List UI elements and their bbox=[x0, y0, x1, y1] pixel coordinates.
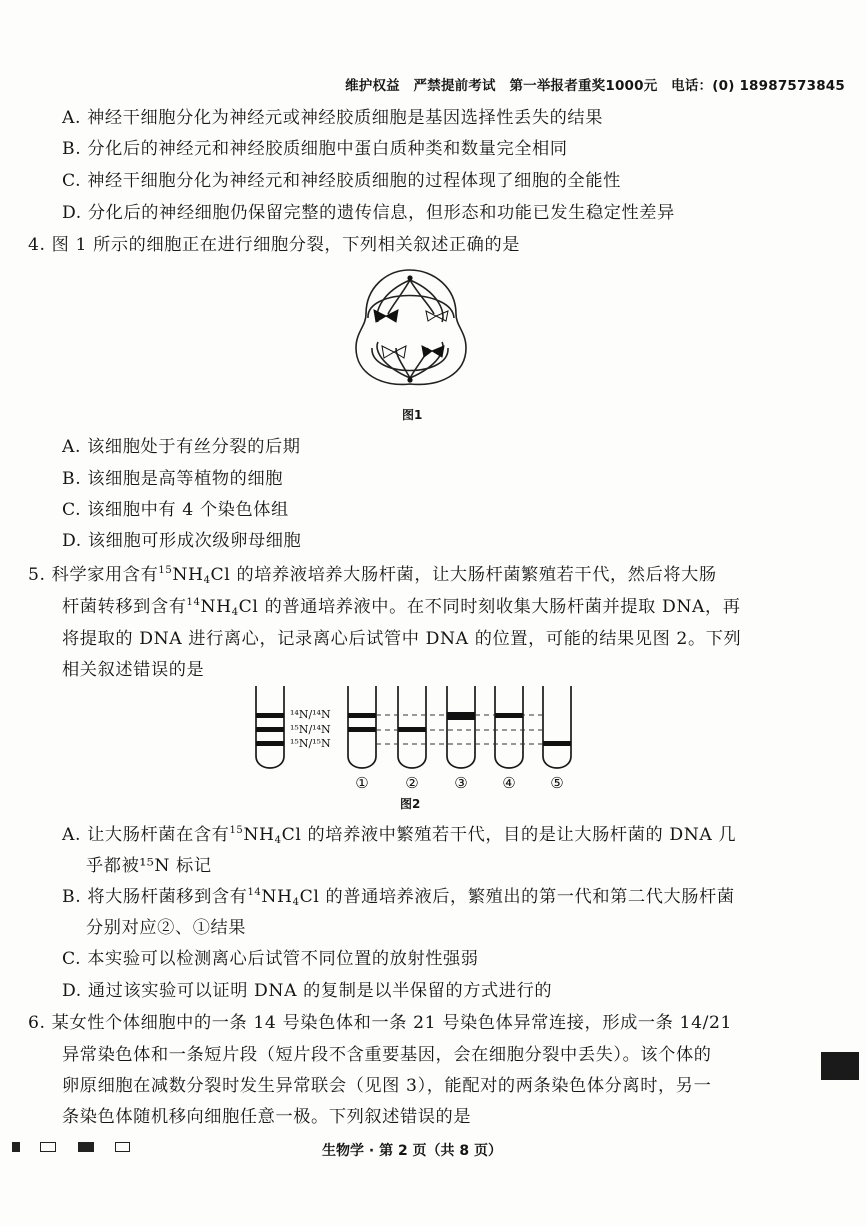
band-tube4-light bbox=[495, 713, 523, 718]
footer-square-icon bbox=[12, 1142, 20, 1152]
q4-option-a: A. 该细胞处于有丝分裂的后期 bbox=[62, 437, 301, 457]
q6-stem-line4: 条染色体随机移向细胞任意一极。下列叙述错误的是 bbox=[62, 1107, 472, 1127]
q6-stem-line2: 异常染色体和一条短片段（短片段不含重要基因，会在细胞分裂中丢失）。该个体的 bbox=[62, 1045, 712, 1065]
band-ref-15-15 bbox=[256, 741, 284, 746]
tube-label-4: ④ bbox=[502, 774, 516, 792]
tube-5 bbox=[543, 686, 571, 768]
q3-option-b: B. 分化后的神经元和神经胶质细胞中蛋白质种类和数量完全相同 bbox=[62, 139, 568, 159]
tube-4 bbox=[495, 686, 523, 768]
footer-filled-rect-icon bbox=[78, 1142, 94, 1152]
tube-label-3: ③ bbox=[454, 774, 468, 792]
q5-option-b-line1: B. 将大肠杆菌移到含有$^{14}NH_4Cl$ 的普通培养液后，繁殖出的第一代和第二代大肠杆菌 bbox=[62, 887, 735, 908]
tube-label-1: ① bbox=[355, 774, 369, 792]
q5-option-c: C. 本实验可以检测离心后试管不同位置的放射性强弱 bbox=[62, 949, 479, 969]
q4-option-b: B. 该细胞是高等植物的细胞 bbox=[62, 469, 284, 489]
band-ref-15-14 bbox=[256, 727, 284, 732]
q4-option-c: C. 该细胞中有 4 个染色体组 bbox=[62, 500, 289, 520]
chromosomes bbox=[374, 310, 448, 358]
q5-option-a-line1: A. 让大肠杆菌在含有$^{15}NH_4Cl$ 的培养液中繁殖若干代，目的是让大肠杆菌的 DNA 几 bbox=[62, 825, 737, 846]
band-label-15-15: ¹⁵N/¹⁵N bbox=[290, 737, 331, 750]
band-tube2-hybrid bbox=[398, 727, 426, 732]
figure-1-cell-diagram bbox=[352, 266, 470, 388]
band-tube5-heavy bbox=[543, 741, 571, 746]
q6-stem-line3: 卵原细胞在减数分裂时发生异常联会（见图 3），能配对的两条染色体分离时，另一 bbox=[62, 1076, 712, 1096]
q5-option-a-line2: 乎都被¹⁵N 标记 bbox=[86, 856, 212, 876]
footer-grid-icon bbox=[40, 1142, 56, 1152]
q3-option-d: D. 分化后的神经细胞仍保留完整的遗传信息，但形态和功能已发生稳定性差异 bbox=[62, 203, 675, 223]
q4-stem: 4. 图 1 所示的细胞正在进行细胞分裂，下列相关叙述正确的是 bbox=[28, 235, 521, 255]
band-label-14-14: ¹⁴N/¹⁴N bbox=[290, 708, 331, 721]
tube-label-2: ② bbox=[405, 774, 419, 792]
band-tube3-light bbox=[447, 712, 475, 720]
q5-stem-line2: 杆菌转移到含有$^{14}NH_4Cl$ 的普通培养液中。在不同时刻收集大肠杆菌并提取 DNA，再 bbox=[62, 597, 741, 618]
q5-stem-line4: 相关叙述错误的是 bbox=[62, 660, 205, 680]
tube-label-5: ⑤ bbox=[550, 774, 564, 792]
figure-2-centrifuge-tubes bbox=[250, 684, 580, 792]
cell-membrane bbox=[356, 270, 466, 384]
q5-option-d: D. 通过该实验可以证明 DNA 的复制是以半保留的方式进行的 bbox=[62, 981, 553, 1001]
band-tube1-hybrid bbox=[348, 727, 376, 732]
band-label-15-14: ¹⁵N/¹⁴N bbox=[290, 723, 331, 736]
q5-option-b-line2: 分别对应②、①结果 bbox=[86, 918, 247, 938]
q3-option-c: C. 神经干细胞分化为神经元和神经胶质细胞的过程体现了细胞的全能性 bbox=[62, 171, 621, 191]
page-header: 维护权益 严禁提前考试 第一举报者重奖1000元 电话：(0) 18987573845 bbox=[345, 78, 845, 94]
band-ref-14-14 bbox=[256, 713, 284, 718]
q6-stem-line1: 6. 某女性个体细胞中的一条 14 号染色体和一条 21 号染色体异常连接，形成一条 14/21 bbox=[28, 1013, 733, 1033]
band-tube1-light bbox=[348, 713, 376, 718]
footer-outline-rect-icon bbox=[115, 1142, 130, 1152]
figure-1-caption: 图1 bbox=[402, 408, 423, 422]
page-edge-marker bbox=[821, 1052, 859, 1080]
q5-stem-line1: 5. 科学家用含有$^{15}NH_4Cl$ 的培养液培养大肠杆菌，让大肠杆菌繁殖若干代，然后将大肠 bbox=[28, 565, 717, 586]
page-footer: 生物学 · 第 2 页（共 8 页） bbox=[322, 1143, 503, 1159]
figure-2-caption: 图2 bbox=[400, 797, 421, 811]
q3-option-a: A. 神经干细胞分化为神经元或神经胶质细胞是基因选择性丢失的结果 bbox=[62, 108, 603, 128]
tube-3 bbox=[447, 686, 475, 768]
q5-stem-line3: 将提取的 DNA 进行离心，记录离心后试管中 DNA 的位置，可能的结果见图 2。下列 bbox=[62, 629, 742, 649]
q4-option-d: D. 该细胞可形成次级卵母细胞 bbox=[62, 531, 302, 551]
